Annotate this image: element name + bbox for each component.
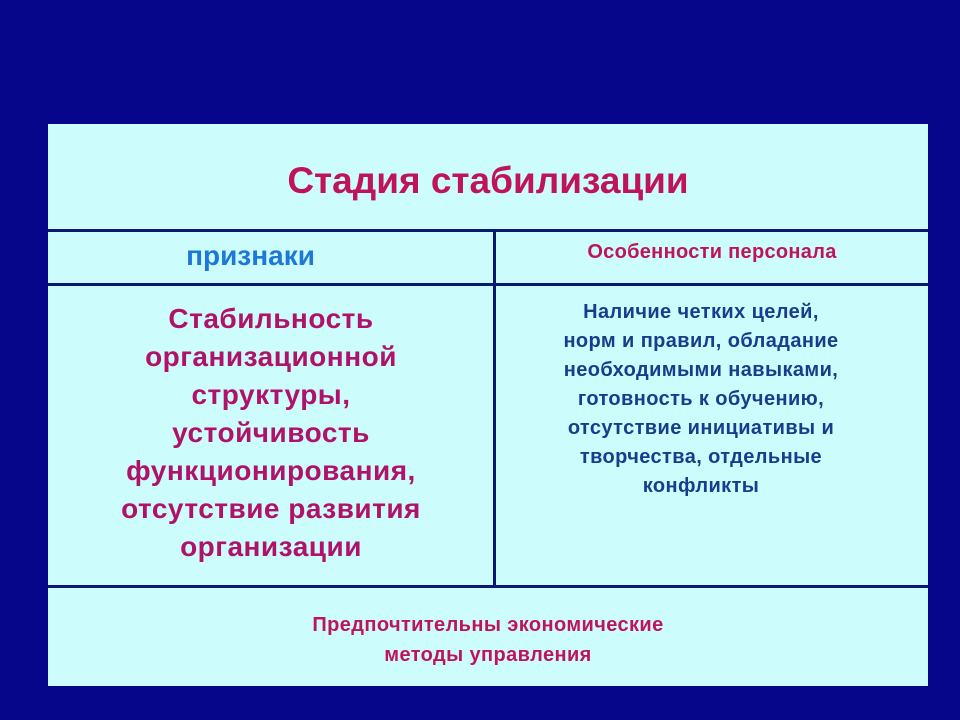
slide-title: Стадия стабилизации <box>287 160 689 201</box>
signs-cell <box>62 300 480 566</box>
signs-header: признаки <box>186 240 315 271</box>
signs-line: организации <box>180 531 362 562</box>
footer-line: Предпочтительны экономические <box>312 614 664 636</box>
signs-line: устойчивость <box>172 417 370 448</box>
signs-line: Стабильность <box>168 303 374 334</box>
footer-note <box>48 610 928 670</box>
divider-columns <box>493 231 496 587</box>
staff-line: необходимыми навыками, <box>563 359 839 381</box>
staff-cell <box>500 298 902 501</box>
divider-header <box>48 283 928 286</box>
signs-line: структуры, <box>191 379 351 410</box>
staff-line: творчества, отдельные <box>579 446 823 468</box>
staff-line: Наличие четких целей, <box>583 301 819 323</box>
divider-title <box>48 229 928 232</box>
signs-line: организационной <box>145 341 397 372</box>
staff-line: готовность к обучению, <box>577 388 825 410</box>
divider-footer <box>48 585 928 588</box>
staff-header: Особенности персонала <box>587 241 837 263</box>
signs-line: функционирования, <box>126 455 416 486</box>
staff-line: отсутствие инициативы и <box>567 417 835 439</box>
staff-line: норм и правил, обладание <box>563 330 839 352</box>
staff-line: конфликты <box>642 475 760 497</box>
signs-line: отсутствие развития <box>121 493 421 524</box>
footer-line: методы управления <box>384 644 592 666</box>
